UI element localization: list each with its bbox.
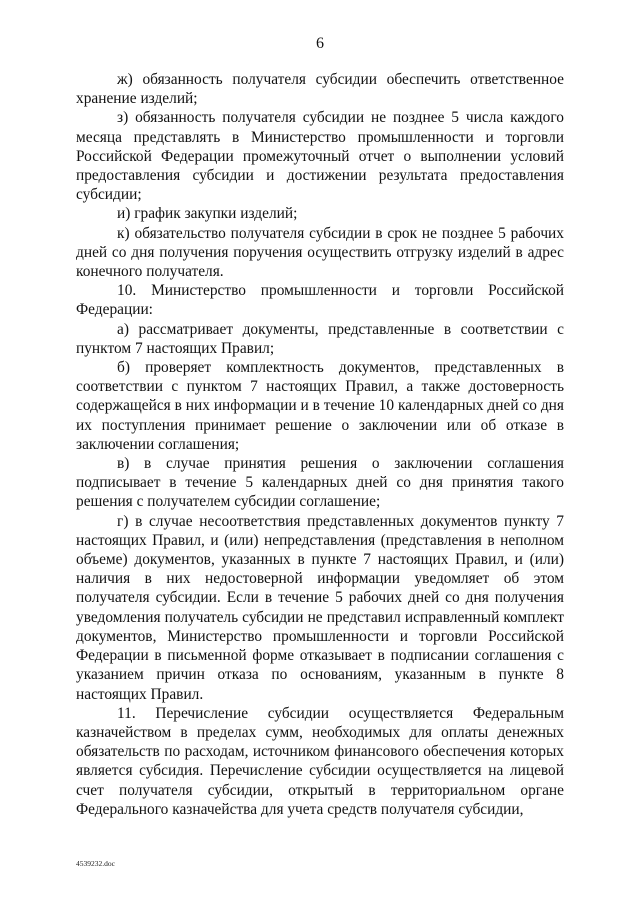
paragraph-zh: ж) обязанность получателя субсидии обеспечить ответственное хранение изделий; <box>76 71 564 108</box>
paragraph-b: б) проверяет комплектность документов, представленных в соответствии с пунктом 7 настоящих Правил, а также достоверность содержащейся в них информации и в течение 10 календарных дней со дня их поступления принимает решение о заключении или об отказе в заключении соглашения; <box>76 359 564 453</box>
paragraph-11: 11. Перечисление субсидии осуществляется Федеральным казначейством в пределах сумм, необходимых для оплаты денежных обязательств по расходам, источником финансового обеспечения которых является субсидия. Перечисление субсидии осуществляется на лицевой счет получателя субсидии, открытый в территориальном органе Федерального казначейства для учета средств получателя субсидии, <box>76 704 564 818</box>
paragraph-10: 10. Министерство промышленности и торговли Российской Федерации: <box>76 282 564 319</box>
page-number: 6 <box>316 35 324 52</box>
paragraph-a: а) рассматривает документы, представленные в соответствии с пунктом 7 настоящих Правил; <box>76 320 564 357</box>
paragraph-z: з) обязанность получателя субсидии не позднее 5 числа каждого месяца представлять в Министерство промышленности и торговли Российской Федерации промежуточный отчет о выполнении условий предоставления субсидии и достижении результата предоставления субсидии; <box>76 109 564 204</box>
paragraph-g: г) в случае несоответствия представленных документов пункту 7 настоящих Правил, и (или) непредставления (представления в неполном объеме) документов, указанных в пункте 7 настоящих Правил, и (или) наличия в них недостоверной информации уведомляет об этом получателя субсидии. Если в течение 5 рабочих дней со дня получения уведомления получатель субсидии не представил исправленный комплект документов, Министерство промышленности и торговли Российской Федерации в письменной форме отказывает в подписании соглашения с указанием причин отказа по основаниям, указанным в пункте 8 настоящих Правил. <box>76 512 564 703</box>
document-body <box>76 70 564 819</box>
paragraph-k: к) обязательство получателя субсидии в срок не позднее 5 рабочих дней со дня получения поручения осуществить отгрузку изделий в адрес конечного получателя. <box>76 224 564 281</box>
document-filename: 4539232.doc <box>76 859 115 868</box>
paragraph-i: и) график закупки изделий; <box>117 205 298 223</box>
paragraph-v: в) в случае принятия решения о заключении соглашения подписывает в течение 5 календарных дней со дня принятия такого решения с получателем субсидии соглашение; <box>76 455 564 511</box>
